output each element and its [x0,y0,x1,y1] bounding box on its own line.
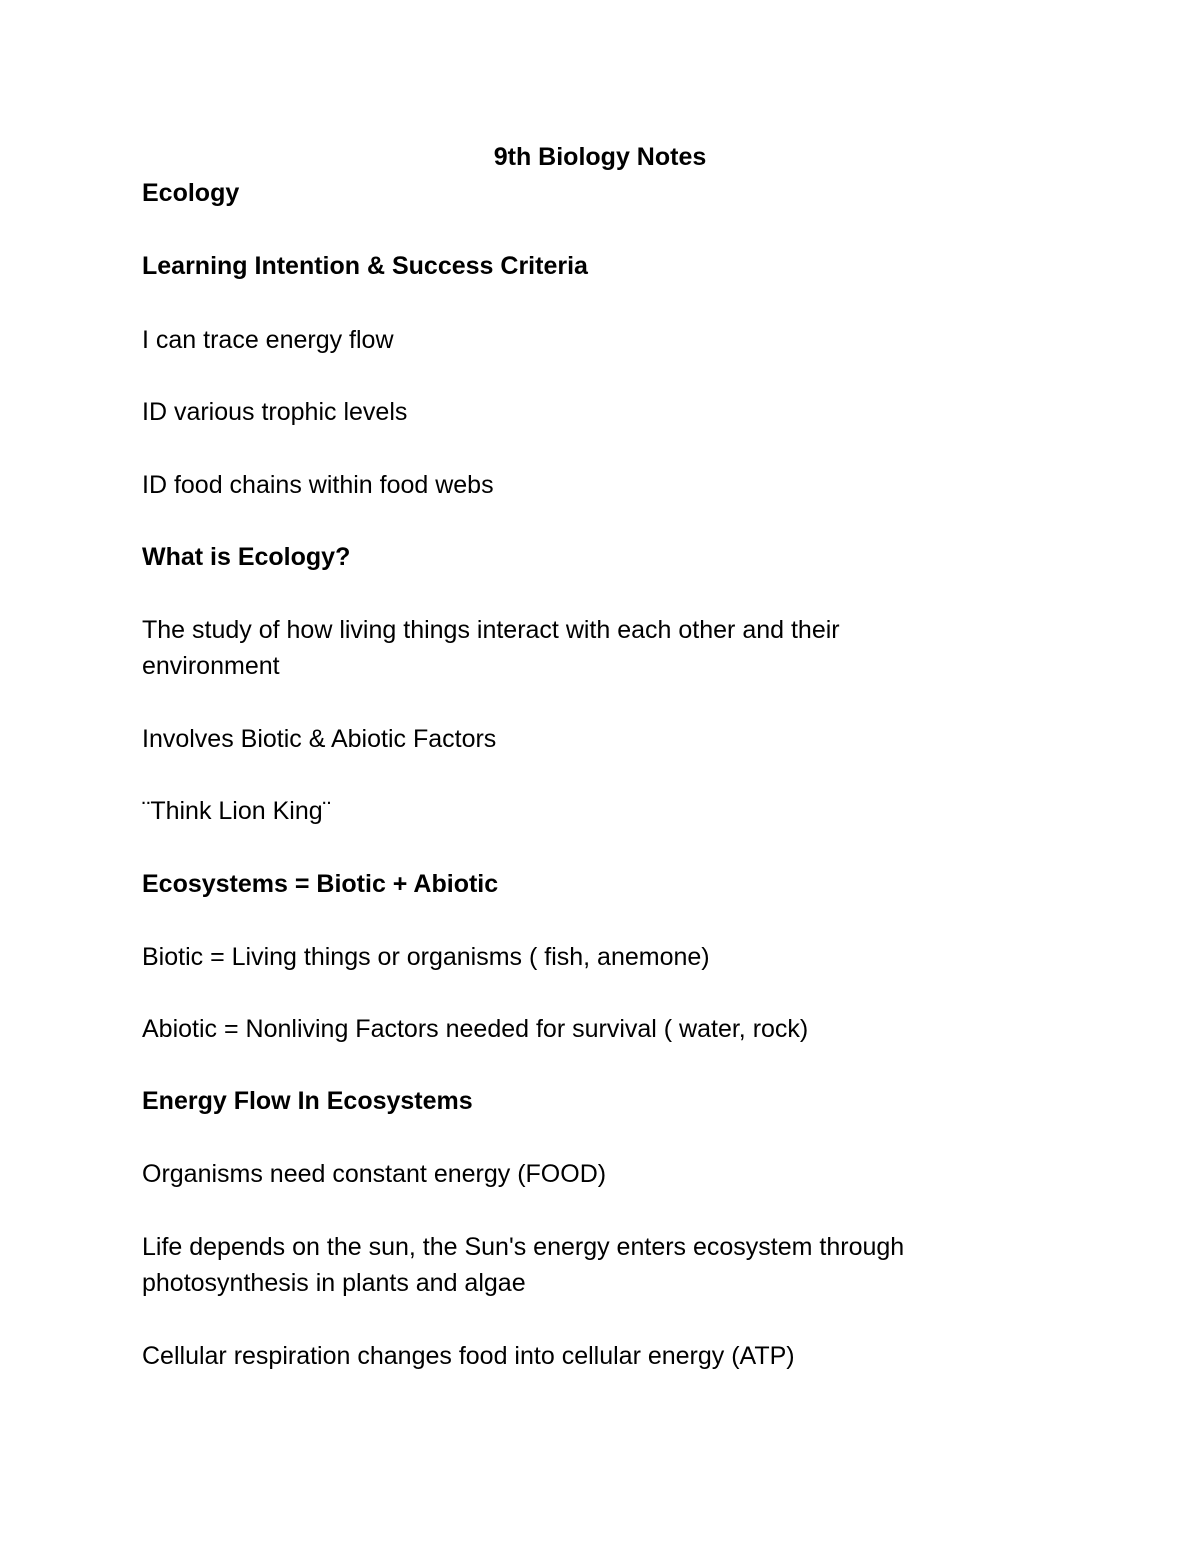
ecosystems-heading: Ecosystems = Biotic + Abiotic [142,870,499,898]
biotic-definition: Biotic = Living things or organisms ( fish, anemone) [142,943,710,971]
energy-flow-point-2-line-1: Life depends on the sun, the Sun's energy enters ecosystem through [142,1233,905,1261]
abiotic-definition: Abiotic = Nonliving Factors needed for survival ( water, rock) [142,1015,809,1043]
ecology-definition-line-2: environment [142,652,280,680]
energy-flow-point-2-line-2: photosynthesis in plants and algae [142,1269,526,1297]
ecology-example-text: ¨Think Lion King¨ [142,797,331,825]
energy-flow-point-1: Organisms need constant energy (FOOD) [142,1160,607,1188]
document-title: 9th Biology Notes [493,143,707,171]
energy-flow-heading: Energy Flow In Ecosystems [142,1087,473,1115]
learning-item-3: ID food chains within food webs [142,471,494,499]
energy-flow-point-3: Cellular respiration changes food into cellular energy (ATP) [142,1342,795,1370]
learning-item-2: ID various trophic levels [142,398,408,426]
what-is-ecology-heading: What is Ecology? [142,543,351,571]
ecology-factors-text: Involves Biotic & Abiotic Factors [142,725,497,753]
learning-intention-heading: Learning Intention & Success Criteria [142,252,588,280]
learning-item-1: I can trace energy flow [142,326,394,354]
ecology-definition-line-1: The study of how living things interact with each other and their [142,616,840,644]
subject-heading: Ecology [142,179,240,207]
